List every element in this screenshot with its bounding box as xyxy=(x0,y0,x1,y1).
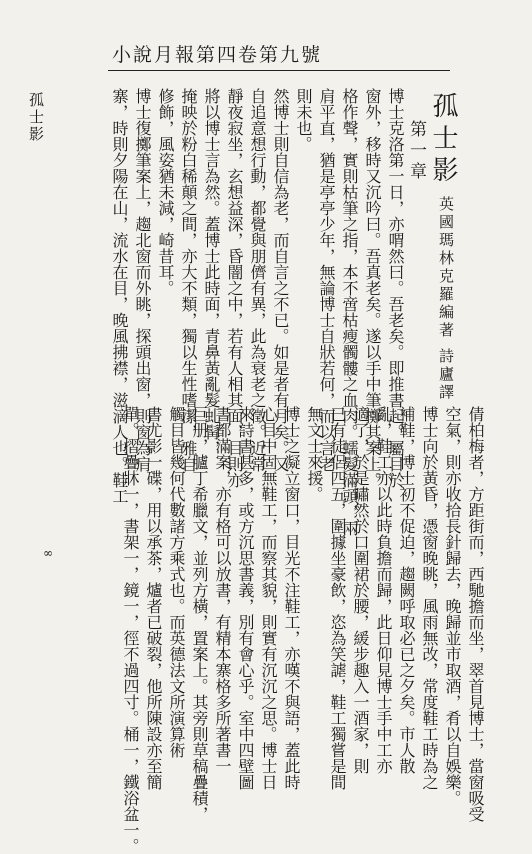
top-column: 則未也。 xyxy=(294,88,313,152)
chapter-heading: 第一章 xyxy=(406,120,426,183)
bottom-column: 書尤影一碟，用以承茶，爐者已破裂，他所陳設亦至簡 xyxy=(144,406,163,790)
bottom-column: 單。摺疊牀一，書架一，鏡一，徑不過四寸。桶一，鐵浴盆一。 xyxy=(121,406,140,854)
top-column: 靜夜寂坐，玄想益深，昏闇之中，若有人相其面，目則亦 xyxy=(225,88,244,488)
bottom-column: 已有徒侶四五，圍據坐豪飲，恣為笑謔，鞋工獨嘗是間 xyxy=(328,406,347,790)
top-column: 寨，時則夕陽在山，流水在目，晚風拂襟，滋滴人也。鞋工 xyxy=(110,88,129,504)
byline: 英國瑪林克羅編著 詩廬譯 xyxy=(437,196,455,402)
top-column: 格作聲，實則枯筆之指，本不啻枯瘦髑髏之血肉。蠕髮滿頭，兩 xyxy=(340,88,359,536)
bottom-column: 倩柏梅者，方距街而，西馳擔而坐，翠首見博士，當窗吸受 xyxy=(466,406,485,822)
top-column: 窗外，移時又沉吟曰。吾真老矣。遂以手中筆擲其案上。 xyxy=(363,88,382,488)
bottom-column: 觸目皆幾何代數諸方乘式也。而英德法文所演算術 xyxy=(167,406,186,758)
top-column: 博士克洛第一日，亦喟然曰。吾老矣。即推書起。屬目於 xyxy=(386,88,405,488)
top-column: 修飾，風姿猶未減，崎昔耳。 xyxy=(156,88,175,296)
bottom-column: 博士之凝立窗口，目光不注鞋工，亦嘆不與語，蓋此時 xyxy=(282,406,301,790)
top-column: 掩映於粉白稀顛之間，亦大不類，獨以生性嗜潔，雅自 xyxy=(179,88,198,472)
top-column: 肩平直，猶是亭亭少年，無論博士自狀若何，而以言老 xyxy=(317,88,336,472)
top-column: 然博士則自信為老，而自言之不已。如是者有月矣。又 xyxy=(271,88,290,472)
top-column: 博士復擲筆案上，趨北窗而外眺，探頭出窗，則窗為肩 xyxy=(133,88,152,472)
bottom-column: 適了，於是嘯然於口圍裙於腰，緩步趣入一酒家，則 xyxy=(351,406,370,774)
top-column: 將以博士言為然。蓋博士此時面，青鼻黃亂髮虬髯， xyxy=(202,88,221,456)
running-header: 小說月報第四卷第九號 xyxy=(112,44,323,66)
bottom-column: 博士向於黃昏，憑窗晚眺，風雨無改，常度鞋工時為之 xyxy=(420,406,439,790)
bottom-column: 補鞋，博士初不促迫，趨闕呼取必已之夕矣。市人散 xyxy=(397,406,416,774)
ornament-mark: ∞ xyxy=(41,546,55,560)
bottom-column: 來詩書甚多，或方沉思書義，別有會心乎。室中四壁圖 xyxy=(236,406,255,790)
bottom-column: 空氣，則亦收拾長針歸去，晚歸並市取酒，肴以自娛樂。 xyxy=(443,406,462,806)
top-column: 自追意想行動，都覺與朋儕有異，此為衰老之徵。近常 xyxy=(248,88,267,472)
header-rule xyxy=(108,70,450,71)
margin-title: 孤士影 xyxy=(27,92,45,143)
bottom-column: 亂，鞋工亦以此時負擔而歸，此日仰見博士手中工亦 xyxy=(374,406,393,774)
bottom-column: 巨册，臚丁希臘文，並列方橫，置案上。其旁則草稿疊積， xyxy=(190,406,209,822)
bottom-column: 無文士來援。 xyxy=(305,406,324,502)
article-title: 孤士影 xyxy=(428,92,458,188)
bottom-column: 書都滿案，亦有格可以放書，有精本寨格多所著書一 xyxy=(213,406,232,774)
bottom-column: 心目中固無鞋工，而察其貌，則實有沉沉之思。博士日 xyxy=(259,406,278,790)
